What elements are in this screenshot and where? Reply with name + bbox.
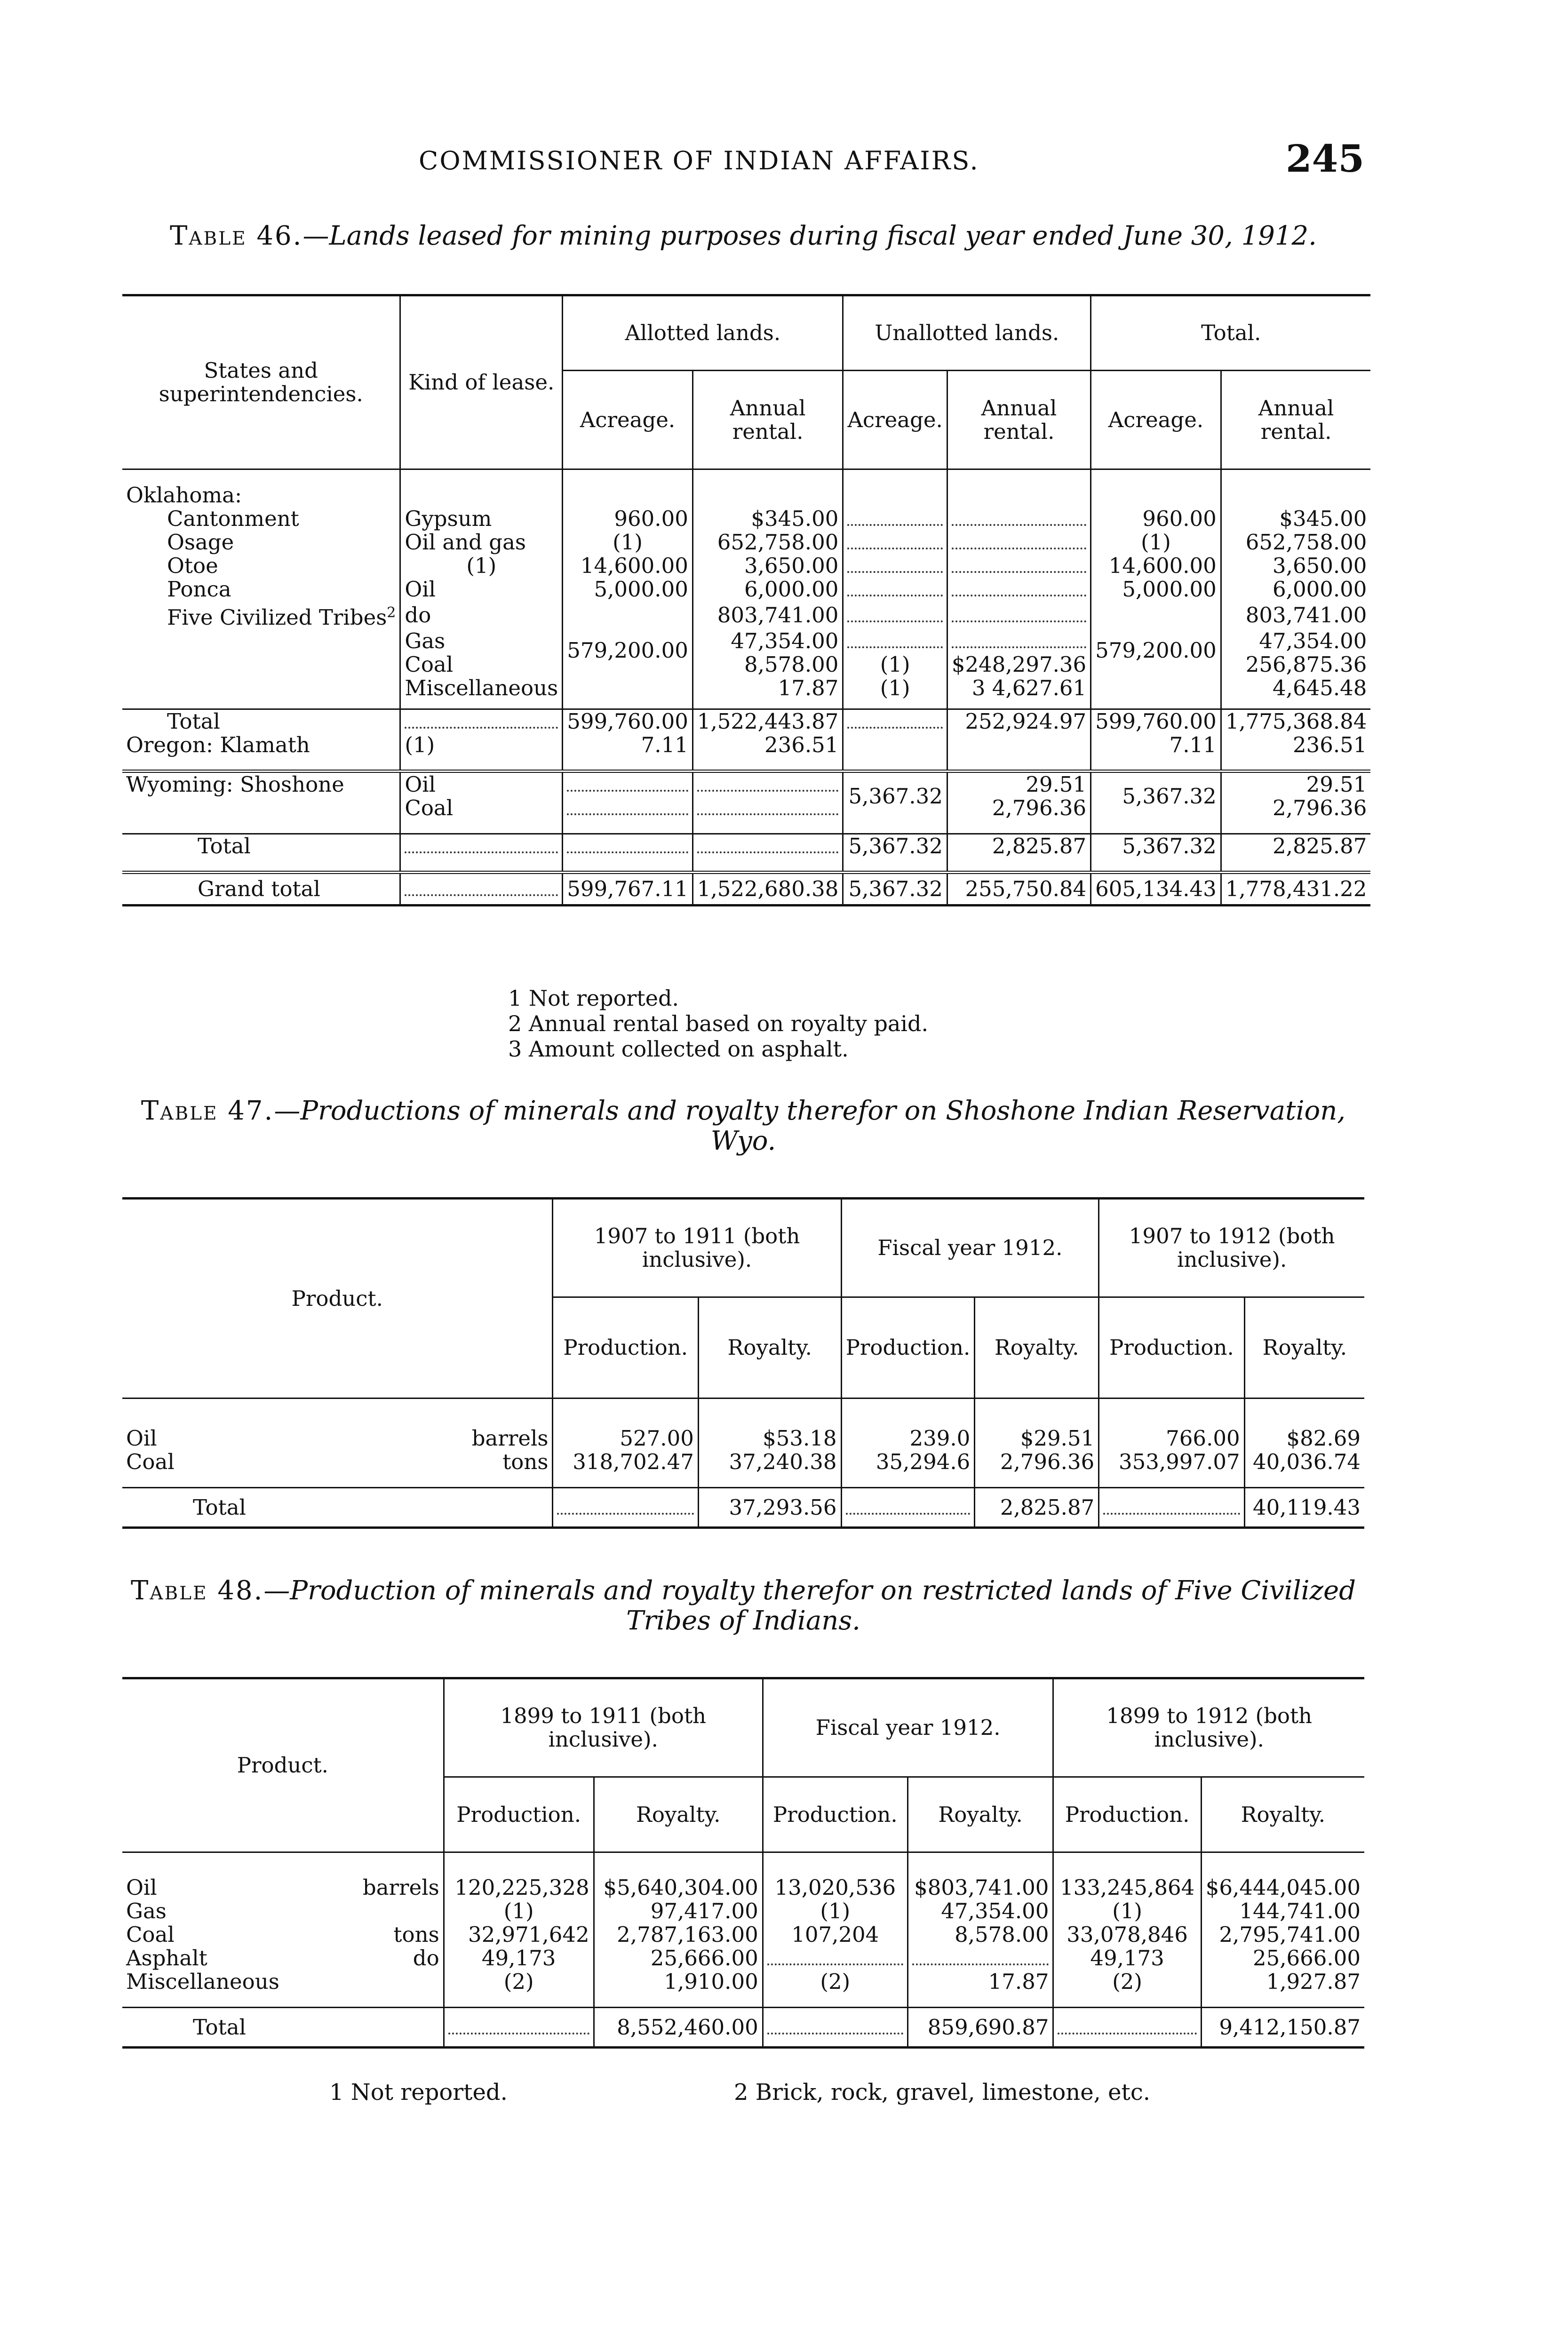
row-label: Total [193, 2014, 246, 2040]
row-label: Oregon: Klamath [126, 732, 310, 757]
header-period: 1907 to 1911 (both inclusive). [553, 1199, 841, 1297]
table-row: Five Civilized Tribes$^2$ do 579,200.00 803,741.00 579,200.00 803,741.00 [122, 601, 1370, 629]
table48-title: —Production of minerals and royalty therefor on restricted lands of Five Civilized Tribes of Indians. [263, 1575, 1356, 1636]
table-row: Gas 47,354.00 47,354.00 [122, 629, 1370, 653]
table48-caption [122, 1576, 1364, 1636]
header-annual-rental: Annual rental. [947, 371, 1090, 469]
table-row: Otoe (1) 14,600.00 3,650.00 14,600.00 3,650.00 [122, 554, 1370, 578]
table-row: Ponca Oil 5,000.00 6,000.00 5,000.00 6,000.00 [122, 578, 1370, 601]
five-tribes-label: Five Civilized Tribes [167, 604, 387, 630]
header-annual-rental: Annual rental. [692, 371, 843, 469]
running-title: COMMISSIONER OF INDIAN AFFAIRS. [419, 146, 979, 175]
table-row: Cantonment Gypsum 960.00 $345.00 960.00 $345.00 [122, 507, 1370, 531]
table47-caption [122, 1096, 1364, 1156]
wyoming-total-acreage: 5,367.32 [1091, 771, 1221, 820]
oklahoma-label: Oklahoma: [126, 482, 242, 508]
table-row: Osage Oil and gas (1) 652,758.00 (1) 652,758.00 [122, 531, 1370, 554]
table-row: Wyoming: Shoshone Oil 5,367.32 29.51 5,367.32 29.51 [122, 771, 1370, 796]
row-label: Otoe [167, 553, 218, 578]
header-acreage: Acreage. [843, 371, 947, 469]
table47-title: —Productions of minerals and royalty therefor on Shoshone Indian Reservation, Wyo. [274, 1096, 1346, 1156]
header-period: Fiscal year 1912. [763, 1678, 1053, 1777]
table47: Product. 1907 to 1911 (both inclusive). Fiscal year 1912. 1907 to 1912 (both inclusive). Production. Royalty. Production. Royalty. Production. Royalty. Oil barrels 527.00 $53.18 239.0 $29.51 766.00 $82.69 Coal tons 318,702.47 37,240.38 35,294.6 2,796.36 353,997.07 40,036.74 Total 37,293.56 2,825.87 40,119.43 [122, 1197, 1364, 1529]
header-total: Total. [1091, 295, 1371, 371]
five-tribes-total-acreage: 579,200.00 [1091, 601, 1221, 700]
footnote: 1 Not reported. [329, 2079, 508, 2106]
table-row: Coal 8,578.00 (1) $248,297.36 256,875.36 [122, 653, 1370, 676]
table-row: Grand total 599,767.11 1,522,680.38 5,367.32 255,750.84 605,134.43 1,778,431.22 [122, 872, 1370, 905]
table-row: Total 8,552,460.00 859,690.87 9,412,150.87 [122, 2008, 1364, 2048]
header-product: Product. [237, 1753, 328, 1778]
table46-footnotes [508, 985, 928, 1062]
header-acreage: Acreage. [1091, 371, 1221, 469]
table-row: Oregon: Klamath (1) 7.11 236.51 7.11 236.51 [122, 733, 1370, 757]
header-product: Product. [291, 1286, 383, 1311]
table-row: Total 37,293.56 2,825.87 40,119.43 [122, 1488, 1364, 1528]
table46 [122, 294, 1370, 906]
header-period: 1899 to 1912 (both inclusive). [1053, 1678, 1364, 1777]
table-row: Miscellaneous 17.87 (1) 3 4,627.61 4,645.48 [122, 676, 1370, 700]
row-label: Osage [167, 529, 234, 555]
header-acreage: Acreage. [563, 371, 693, 469]
table48-label: Table 48. [130, 1575, 264, 1606]
table-row: Coal tons 32,971,642 2,787,163.00 107,204 8,578.00 33,078,846 2,795,741.00 [122, 1923, 1364, 1947]
wyoming-unallotted-acreage: 5,367.32 [843, 771, 947, 820]
header-allotted: Allotted lands. [563, 295, 843, 371]
table46-label: Table 46. [170, 221, 303, 251]
table-row: Coal 2,796.36 2,796.36 [122, 796, 1370, 820]
header-annual-rental: Annual rental. [1221, 371, 1370, 469]
row-label: Total [193, 1494, 246, 1520]
table-row: Coal tons 318,702.47 37,240.38 35,294.6 2,796.36 353,997.07 40,036.74 [122, 1450, 1364, 1474]
row-label: Ponca [167, 576, 231, 602]
header-period: 1899 to 1911 (both inclusive). [444, 1678, 763, 1777]
page-header [122, 136, 1364, 188]
row-label: Grand total [198, 876, 320, 901]
header-unallotted: Unallotted lands. [843, 295, 1091, 371]
table-row: Asphalt do 49,173 25,666.00 49,173 25,666.00 [122, 1947, 1364, 1970]
table48: Product. 1899 to 1911 (both inclusive). Fiscal year 1912. 1899 to 1912 (both inclusive). Production. Royalty. Production. Royalty. Production. Royalty. Oil barrels 120,225,328 $5,640,304.00 13,020,536 $803,741.00 133,245,864 $6,444,045.00 Gas (1) 97,417.00 (1) 47,354.00 (1) 144,741.00 Coal tons 32,971,642 2,787,163.00 107,204 8,578.00 33,078,846 2,795,741.00 Asphalt do 49,173 25,666.00 49,173 25,666.00 Miscellaneous (2) 1,910.00 (2) 17.87 (2) 1,927.87 Total 8,552,460.00 859,690.87 9,412,150.87 [122, 1677, 1364, 2049]
footnote: 3 Amount collected on asphalt. [508, 1036, 849, 1062]
footnote: 1 Not reported. [508, 985, 679, 1011]
table-row: Oil barrels 120,225,328 $5,640,304.00 13,020,536 $803,741.00 133,245,864 $6,444,045.00 [122, 1876, 1364, 1899]
header-states: States and superintendencies. [159, 358, 363, 406]
table-row: Oil barrels 527.00 $53.18 239.0 $29.51 766.00 $82.69 [122, 1427, 1364, 1450]
footnote: 2 Brick, rock, gravel, limestone, etc. [734, 2079, 1150, 2106]
table-row: Gas (1) 97,417.00 (1) 47,354.00 (1) 144,741.00 [122, 1899, 1364, 1923]
five-tribes-acreage: 579,200.00 [563, 601, 693, 700]
table-row: Total 599,760.00 1,522,443.87 252,924.97 599,760.00 1,775,368.84 [122, 709, 1370, 734]
header-period: 1907 to 1912 (both inclusive). [1099, 1199, 1364, 1297]
table-row: Miscellaneous (2) 1,910.00 (2) 17.87 (2) 1,927.87 [122, 1970, 1364, 1994]
table47-label: Table 47. [141, 1096, 274, 1126]
footnote: 2 Annual rental based on royalty paid. [508, 1011, 929, 1036]
row-label: Cantonment [167, 506, 299, 531]
header-kind: Kind of lease. [400, 295, 563, 469]
table46-title: —Lands leased for mining purposes during fiscal year ended June 30, 1912. [302, 221, 1317, 251]
page-number: 245 [1286, 136, 1364, 181]
row-label: Total [167, 709, 220, 734]
row-label: Total [198, 834, 251, 858]
header-period: Fiscal year 1912. [841, 1199, 1099, 1297]
footnote-ref: 2 [387, 604, 396, 621]
row-label: Miscellaneous [126, 1969, 279, 1994]
row-label: Wyoming: Shoshone [126, 771, 344, 797]
table-row: Total 5,367.32 2,825.87 5,367.32 2,825.87 [122, 834, 1370, 858]
table46-caption [122, 221, 1364, 251]
